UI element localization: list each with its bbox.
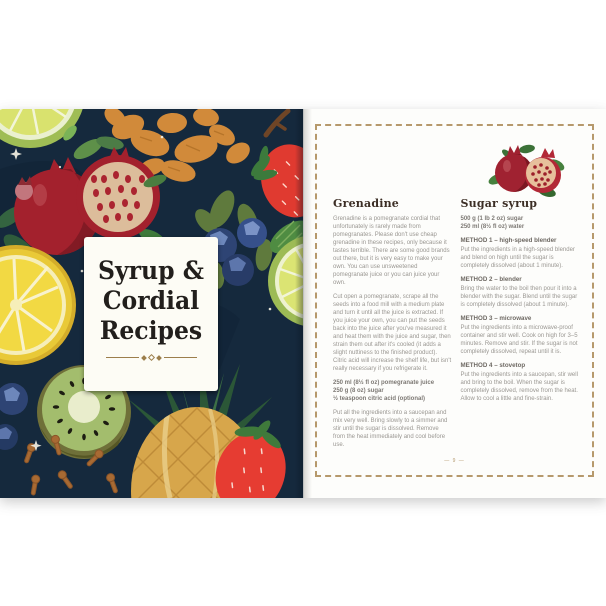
recipe-grenadine <box>333 197 452 455</box>
method-text: Put the ingredients into a saucepan, stir well and bring to the boil. When the sugar is completely dissolved, remove from the heat. Allow to cool a little and fine-strain. <box>460 372 578 402</box>
method-text: Bring the water to the boil then pour it into a blender with the sugar. Blend until the sugar is completely dissolved (about 1 minute). <box>460 286 578 308</box>
section-title <box>88 256 214 346</box>
method-label: METHOD 3 – microwave <box>460 315 532 322</box>
book-gutter-shadow <box>295 109 312 498</box>
book-spread <box>0 109 606 498</box>
title-line-1: Syrup & <box>98 256 204 285</box>
ingredient-list <box>461 215 580 231</box>
method-text: Put the ingredients in a high-speed blender and blend on high until the sugar is completely dissolved (about 1 minute). <box>460 247 575 269</box>
ingredient-list <box>333 379 452 403</box>
ingredient-line: 250 ml (8½ fl oz) water <box>460 224 525 230</box>
recipe-title: Sugar syrup <box>460 197 538 210</box>
page-number: — 9 — <box>444 458 465 464</box>
ingredient-line: 250 ml (8½ fl oz) pomegranate juice <box>333 380 435 386</box>
gold-divider-ornament <box>84 355 218 360</box>
ingredient-line: 500 g (1 lb 2 oz) sugar <box>460 216 524 222</box>
method-text: Put the ingredients into a microwave-proof container and stir well. Cook on high for 3–5 minutes. Remove and stir. If the sugar is not completely dissolved, repeat until it is. <box>460 325 578 355</box>
pomegranate-half-icon <box>525 148 561 193</box>
recipe-paragraph: Cut open a pomegranate, scrape all the seeds into a food mill with a medium plate and turn it until all the juice is extracted. If you juice your own, you can put the seeds back into the juice after you've measured it and heat them with the juice and sugar, then strain them out after it's cooled (it adds a slight nuttiness to the finished product). Citric acid will increase the shelf life, but isn't really necessary if you refrigerate it. <box>333 294 452 372</box>
ingredient-line: ½ teaspoon citric acid (optional) <box>333 396 426 402</box>
pomegranate-illustration-icon <box>487 139 565 199</box>
recipe-sugar-syrup <box>461 197 580 455</box>
recipe-columns <box>333 197 579 455</box>
recipe-paragraph: Grenadine is a pomegranate cordial that unfortunately is rarely made from pomegranates. Please don't use cheap grenadine in these recipes, only because it tastes terrible. There are some good brands out there, but it is very easy to make your own. You can use unsweetened pomegranate juice or you can juice your own. <box>333 216 450 286</box>
recipe-title: Grenadine <box>333 197 399 210</box>
title-line-2: Cordial <box>102 286 200 315</box>
ingredient-line: 250 g (8 oz) sugar <box>333 388 384 394</box>
left-page-cover <box>0 109 303 498</box>
method-label: METHOD 4 – stovetop <box>460 362 526 369</box>
method-label: METHOD 1 – high-speed blender <box>460 237 557 244</box>
right-page-recipes <box>303 109 606 498</box>
recipe-paragraph: Put all the ingredients into a saucepan and mix very well. Bring slowly to a simmer and stir until the sugar is dissolved. Remove from the heat immediately and cool before use. <box>333 410 448 448</box>
method-label: METHOD 2 – blender <box>460 276 522 283</box>
title-line-3: Recipes <box>99 316 203 345</box>
section-title-card <box>84 237 218 391</box>
